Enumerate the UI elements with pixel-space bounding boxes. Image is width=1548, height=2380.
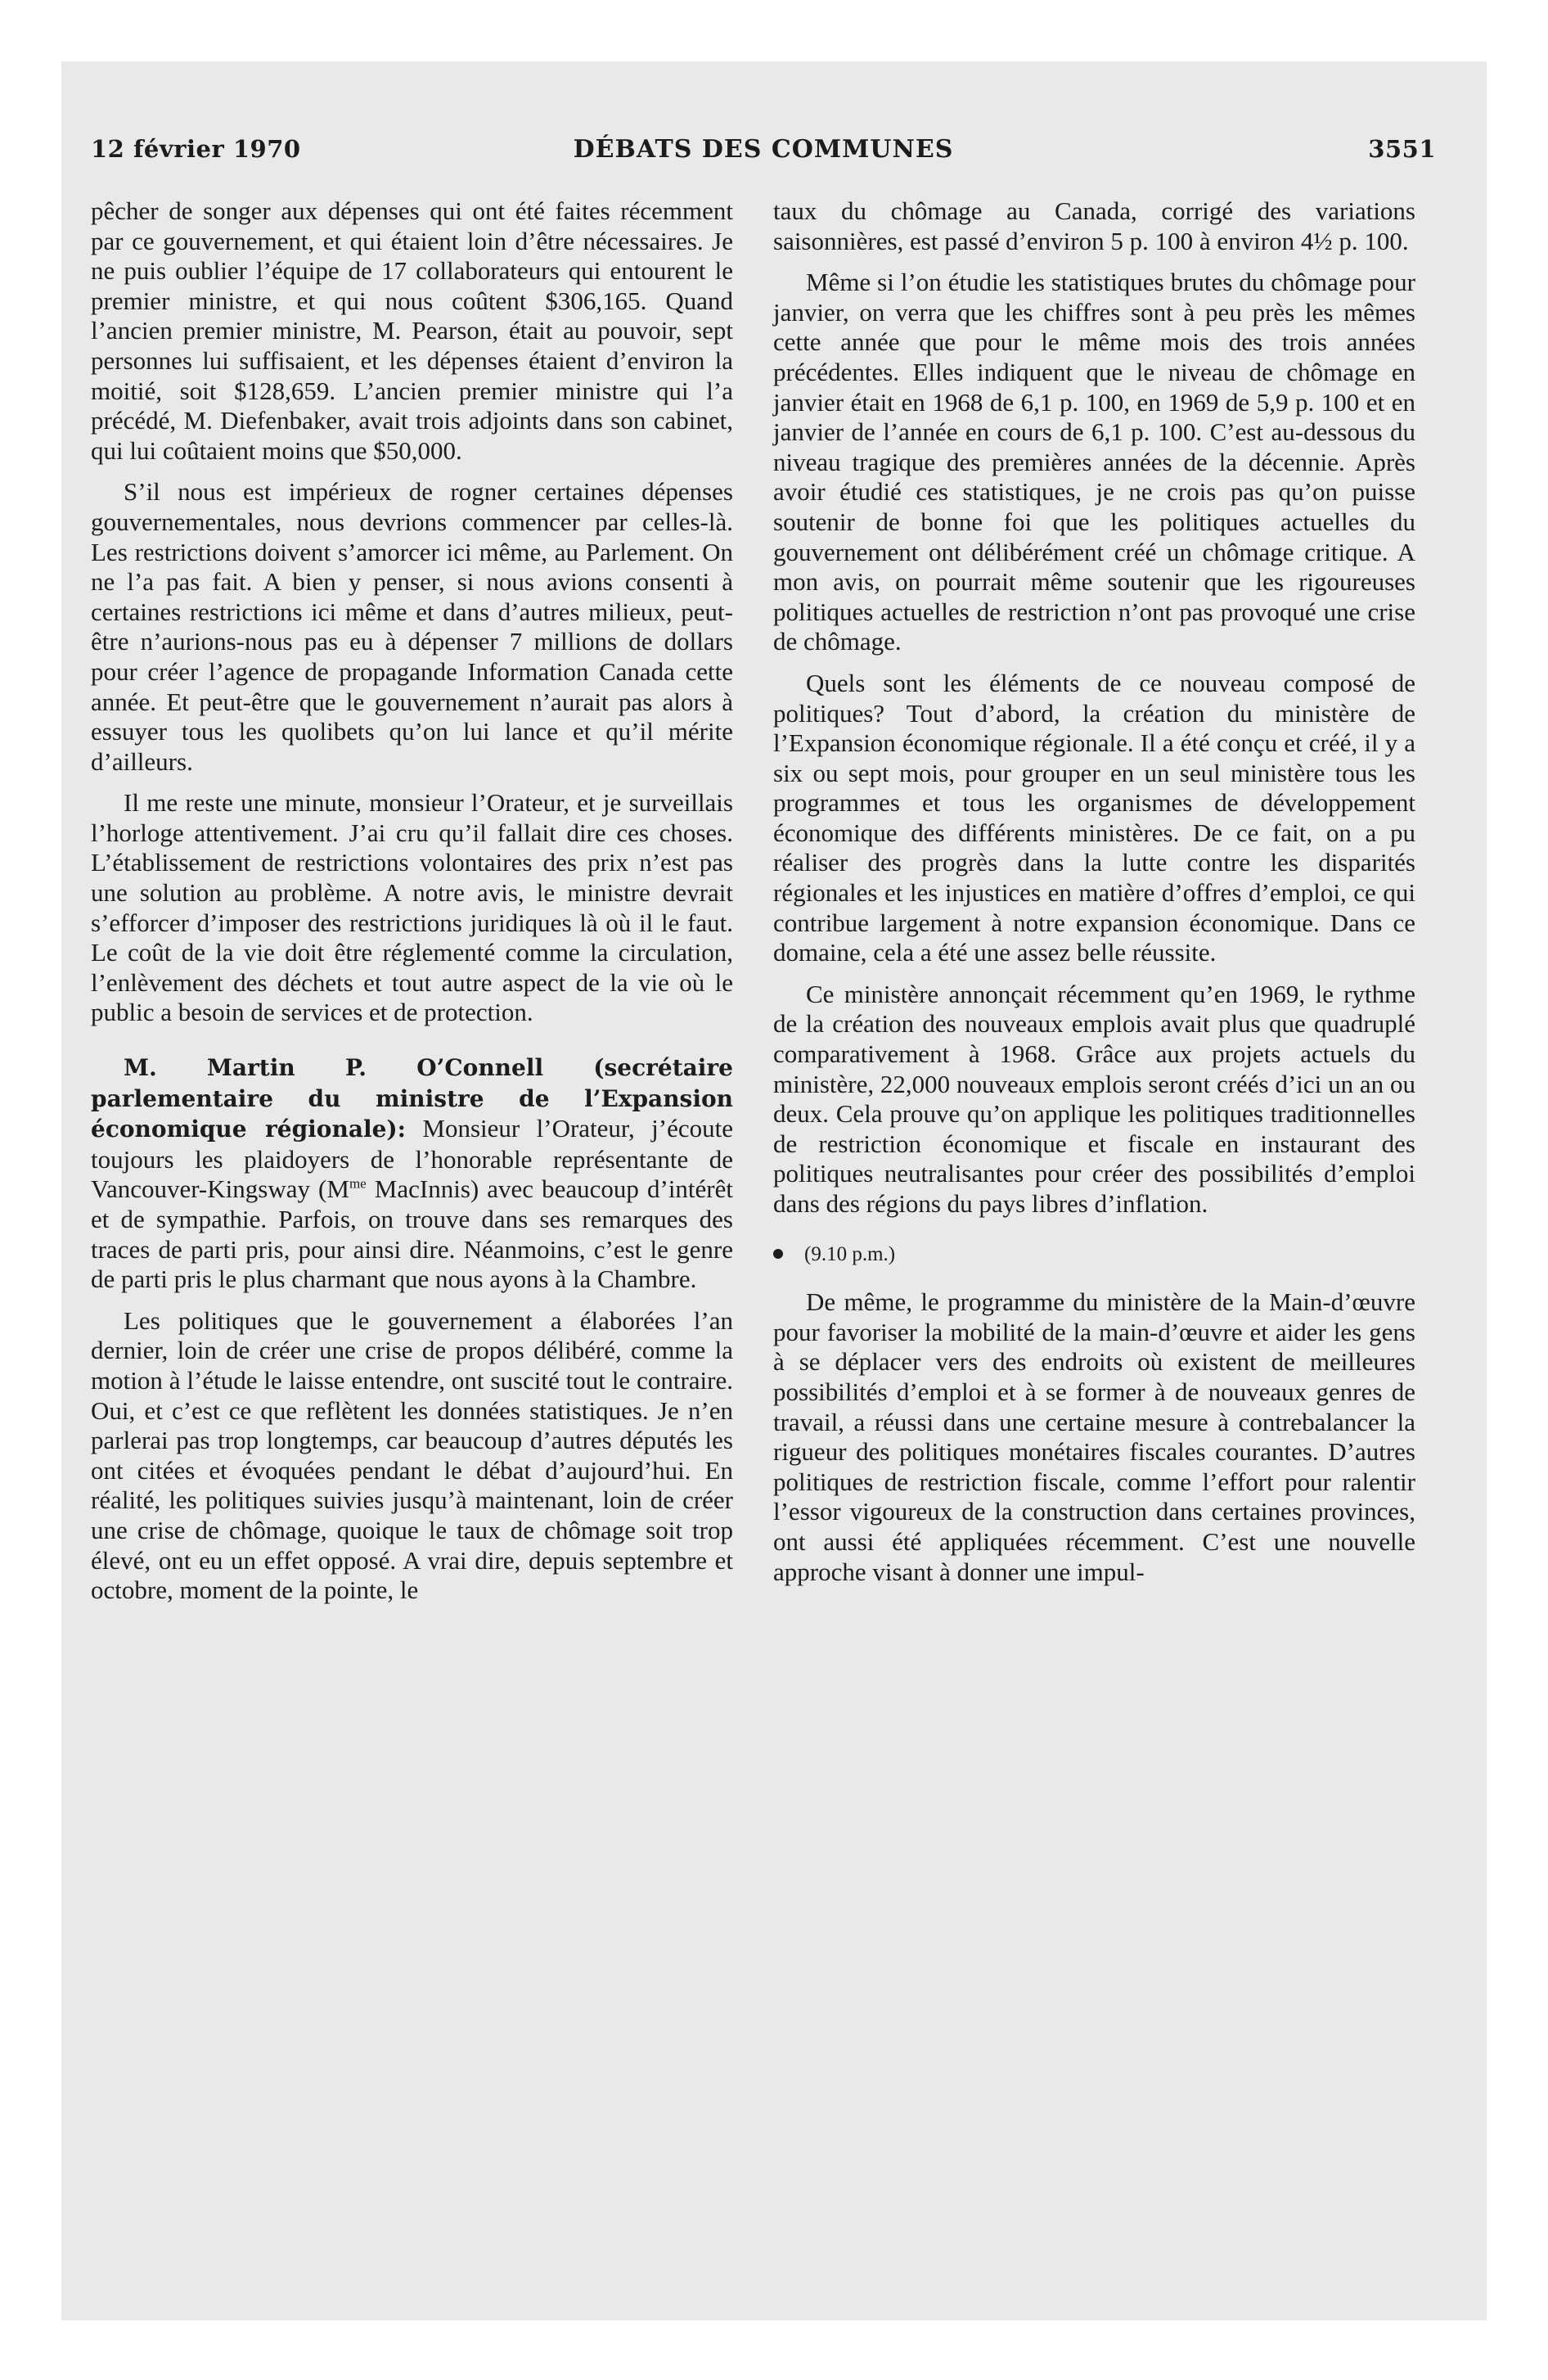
speaker-name: M. Martin P. O’Connell (secrétaire parlementaire du ministre de l’Expansion économique régionale): bbox=[91, 1054, 733, 1143]
paragraph: De même, le programme du ministère de la Main-d’œuvre pour favoriser la mobilité de la main-d’œuvre et aider les gens à se déplacer vers des endroits où existent de meilleures possibilités d’emploi et à se former à de nouveaux genres de travail, a réussi dans une certaine mesure à contrebalancer la rigueur des politiques monétaires fiscales courantes. D’autres politiques de restriction fiscale, comme l’effort pour ralentir l’essor vigoureux de la construction dans certaines provinces, ont aussi été appliquées récemment. C’est une nouvelle approche visant à donner une impul- bbox=[773, 1287, 1415, 1586]
bullet-icon bbox=[773, 1249, 783, 1259]
paragraph: Il me reste une minute, monsieur l’Orateur, et je surveillais l’horloge attentivement. J’ai cru qu’il fallait dire ces choses. L’établissement de restrictions volontaires des prix n’est pas une solution au problème. A notre avis, le ministre devrait s’efforcer d’imposer des restrictions juridiques là où il le faut. Le coût de la vie doit être réglementé comme la circulation, l’enlèvement des déchets et tout autre aspect de la vie où le public a besoin de services et de protection. bbox=[91, 788, 733, 1027]
time-marker bbox=[773, 1237, 1415, 1270]
page-header bbox=[91, 135, 1436, 171]
paragraph: Les politiques que le gouvernement a élaborées l’an dernier, loin de créer une crise de propos délibéré, comme la motion à l’étude le laisse entendre, ont suscité tout le contraire. Oui, et c’est ce que reflètent les données statistiques. Je n’en parlerai pas trop longtemps, car beaucoup d’autres députés les ont citées et évoquées pendant le débat d’aujourd’hui. En réalité, les politiques suivies jusqu’à maintenant, loin de créer une crise de chômage, quoique le taux de chômage soit trop élevé, ont eu un effet opposé. A vrai dire, depuis septembre et octobre, moment de la pointe, le bbox=[91, 1305, 733, 1605]
paragraph: Ce ministère annonçait récemment qu’en 1969, le rythme de la création des nouveaux emplois avait plus que quadruplé comparativement à 1968. Grâce aux projets actuels du ministère, 22,000 nouveaux emplois seront créés d’ici un an ou deux. Cela prouve qu’on applique les politiques traditionnelles de restriction économique et fiscale en instaurant des politiques neutralisantes pour créer des possibilités d’emploi dans des régions du pays libres d’inflation. bbox=[773, 979, 1415, 1218]
paragraph: S’il nous est impérieux de rogner certaines dépenses gouvernementales, nous devrions commencer par celles-là. Les restrictions doivent s’amorcer ici même, au Parlement. On ne l’a pas fait. A bien y penser, si nous avions consenti à certaines restrictions ici même et dans d’autres milieux, peut-être n’aurions-nous pas eu à dépenser 7 millions de dollars pour créer l’agence de propagande Information Canada cette année. Et peut-être que le gouvernement n’aurait pas alors à essuyer tous les quolibets qu’on lui lance et qu’il mérite d’ailleurs. bbox=[91, 477, 733, 776]
speech-text: MacInnis) avec beaucoup d’intérêt et de sympathie. Parfois, on trouve dans ses remarques des traces de parti pris, pour ainsi dire. Néanmoins, c’est le genre de parti pris le plus charmant que nous ayons à la Chambre. bbox=[91, 1174, 733, 1294]
header-title: DÉBATS DES COMMUNES bbox=[573, 135, 954, 164]
left-column bbox=[91, 196, 733, 1606]
header-page-number: 3551 bbox=[1368, 135, 1436, 163]
speech-paragraph bbox=[91, 1053, 733, 1295]
speech-text: Monsieur l’Orateur, j’écoute toujours les plaidoyers de l’honorable représentante de Vancouver-Kingsway (M bbox=[91, 1114, 734, 1204]
right-column bbox=[773, 196, 1415, 1587]
paragraph: Même si l’on étudie les statistiques brutes du chômage pour janvier, on verra que les chiffres sont à peu près les mêmes cette année que pour le même mois des trois années précédentes. Elles indiquent que le niveau de chômage en janvier était en 1968 de 6,1 p. 100, en 1969 de 5,9 p. 100 et en janvier de l’année en cours de 6,1 p. 100. C’est au-dessous du niveau tragique des premières années de la décennie. Après avoir étudié ces statistiques, je ne crois pas qu’on puisse soutenir de bonne foi que les politiques actuelles du gouvernement ont délibérément créé un chômage critique. A mon avis, on pourrait même soutenir que les rigoureuses politiques actuelles de restriction n’ont pas provoqué une crise de chômage. bbox=[773, 268, 1415, 656]
paragraph: pêcher de songer aux dépenses qui ont été faites récemment par ce gouvernement, et qui étaient loin d’être nécessaires. Je ne puis oublier l’équipe de 17 collaborateurs qui entourent le premier ministre, et qui nous coûtent $306,165. Quand l’ancien premier ministre, M. Pearson, était au pouvoir, sept personnes lui suffisaient, et les dépenses étaient d’environ la moitié, soit $128,659. L’ancien premier ministre qui l’a précédé, M. Diefenbaker, avait trois adjoints dans son cabinet, qui lui coûtaient moins que $50,000. bbox=[91, 196, 733, 465]
paragraph: Quels sont les éléments de ce nouveau composé de politiques? Tout d’abord, la création du ministère de l’Expansion économique régionale. Il a été conçu et créé, il y a six ou sept mois, pour grouper en un seul ministère tous les programmes et tous les organismes de développement économique des différents ministères. De ce fait, on a pu réaliser des progrès dans la lutte contre les disparités régionales et les injustices en matière d’offres d’emploi, ce qui contribue largement à notre expansion économique. Dans ce domaine, cela a été une assez belle réussite. bbox=[773, 668, 1415, 967]
paragraph: taux du chômage au Canada, corrigé des variations saisonnières, est passé d’environ 5 p. 100 à environ 4½ p. 100. bbox=[773, 196, 1415, 255]
header-date: 12 février 1970 bbox=[91, 135, 301, 163]
time-marker-text: (9.10 p.m.) bbox=[804, 1242, 896, 1265]
superscript: me bbox=[349, 1176, 367, 1192]
